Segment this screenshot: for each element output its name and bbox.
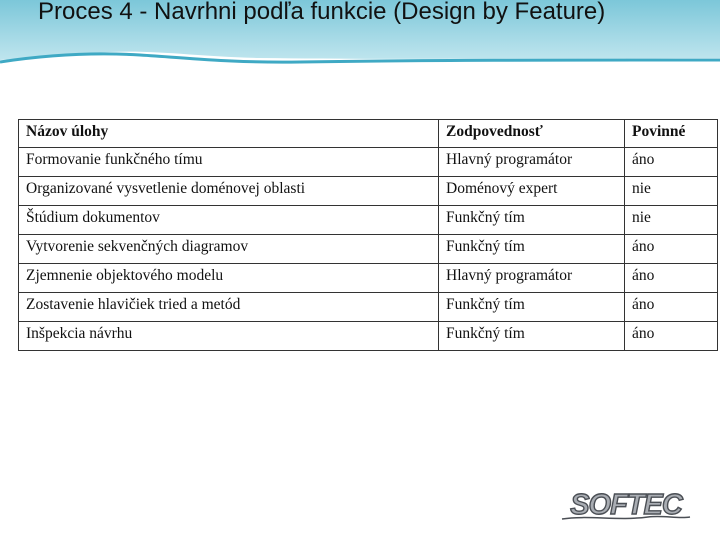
responsibility-cell: Funkčný tím	[439, 322, 625, 351]
table-row	[19, 148, 718, 177]
table-row	[19, 293, 718, 322]
table-header-row	[19, 120, 718, 148]
task-name-cell: Organizované vysvetlenie doménovej oblasti	[19, 177, 439, 206]
table-row	[19, 264, 718, 293]
task-name-cell: Vytvorenie sekvenčných diagramov	[19, 235, 439, 264]
mandatory-cell: áno	[625, 322, 718, 351]
softec-logo-text: SOFTEC	[570, 489, 682, 521]
task-name-cell: Formovanie funkčného tímu	[19, 148, 439, 177]
responsibility-cell: Doménový expert	[439, 177, 625, 206]
page-title: Proces 4 - Navrhni podľa funkcie (Design by Feature)	[38, 0, 606, 25]
responsibility-cell: Hlavný programátor	[439, 148, 625, 177]
task-table	[18, 119, 718, 351]
task-name-cell: Inšpekcia návrhu	[19, 322, 439, 351]
mandatory-cell: nie	[625, 177, 718, 206]
responsibility-cell: Hlavný programátor	[439, 264, 625, 293]
mandatory-cell: áno	[625, 235, 718, 264]
mandatory-cell: áno	[625, 148, 718, 177]
task-name-cell: Zjemnenie objektového modelu	[19, 264, 439, 293]
task-table-container	[18, 119, 718, 351]
responsibility-cell: Funkčný tím	[439, 235, 625, 264]
task-name-cell: Zostavenie hlavičiek tried a metód	[19, 293, 439, 322]
mandatory-cell: nie	[625, 206, 718, 235]
column-header-mandatory: Povinné	[625, 120, 718, 148]
table-row	[19, 235, 718, 264]
column-header-responsibility: Zodpovednosť	[439, 120, 625, 148]
task-name-cell: Štúdium dokumentov	[19, 206, 439, 235]
responsibility-cell: Funkčný tím	[439, 293, 625, 322]
table-row	[19, 177, 718, 206]
responsibility-cell: Funkčný tím	[439, 206, 625, 235]
table-row	[19, 206, 718, 235]
mandatory-cell: áno	[625, 293, 718, 322]
mandatory-cell: áno	[625, 264, 718, 293]
softec-logo	[558, 488, 694, 524]
table-row	[19, 322, 718, 351]
column-header-task-name: Názov úlohy	[19, 120, 439, 148]
